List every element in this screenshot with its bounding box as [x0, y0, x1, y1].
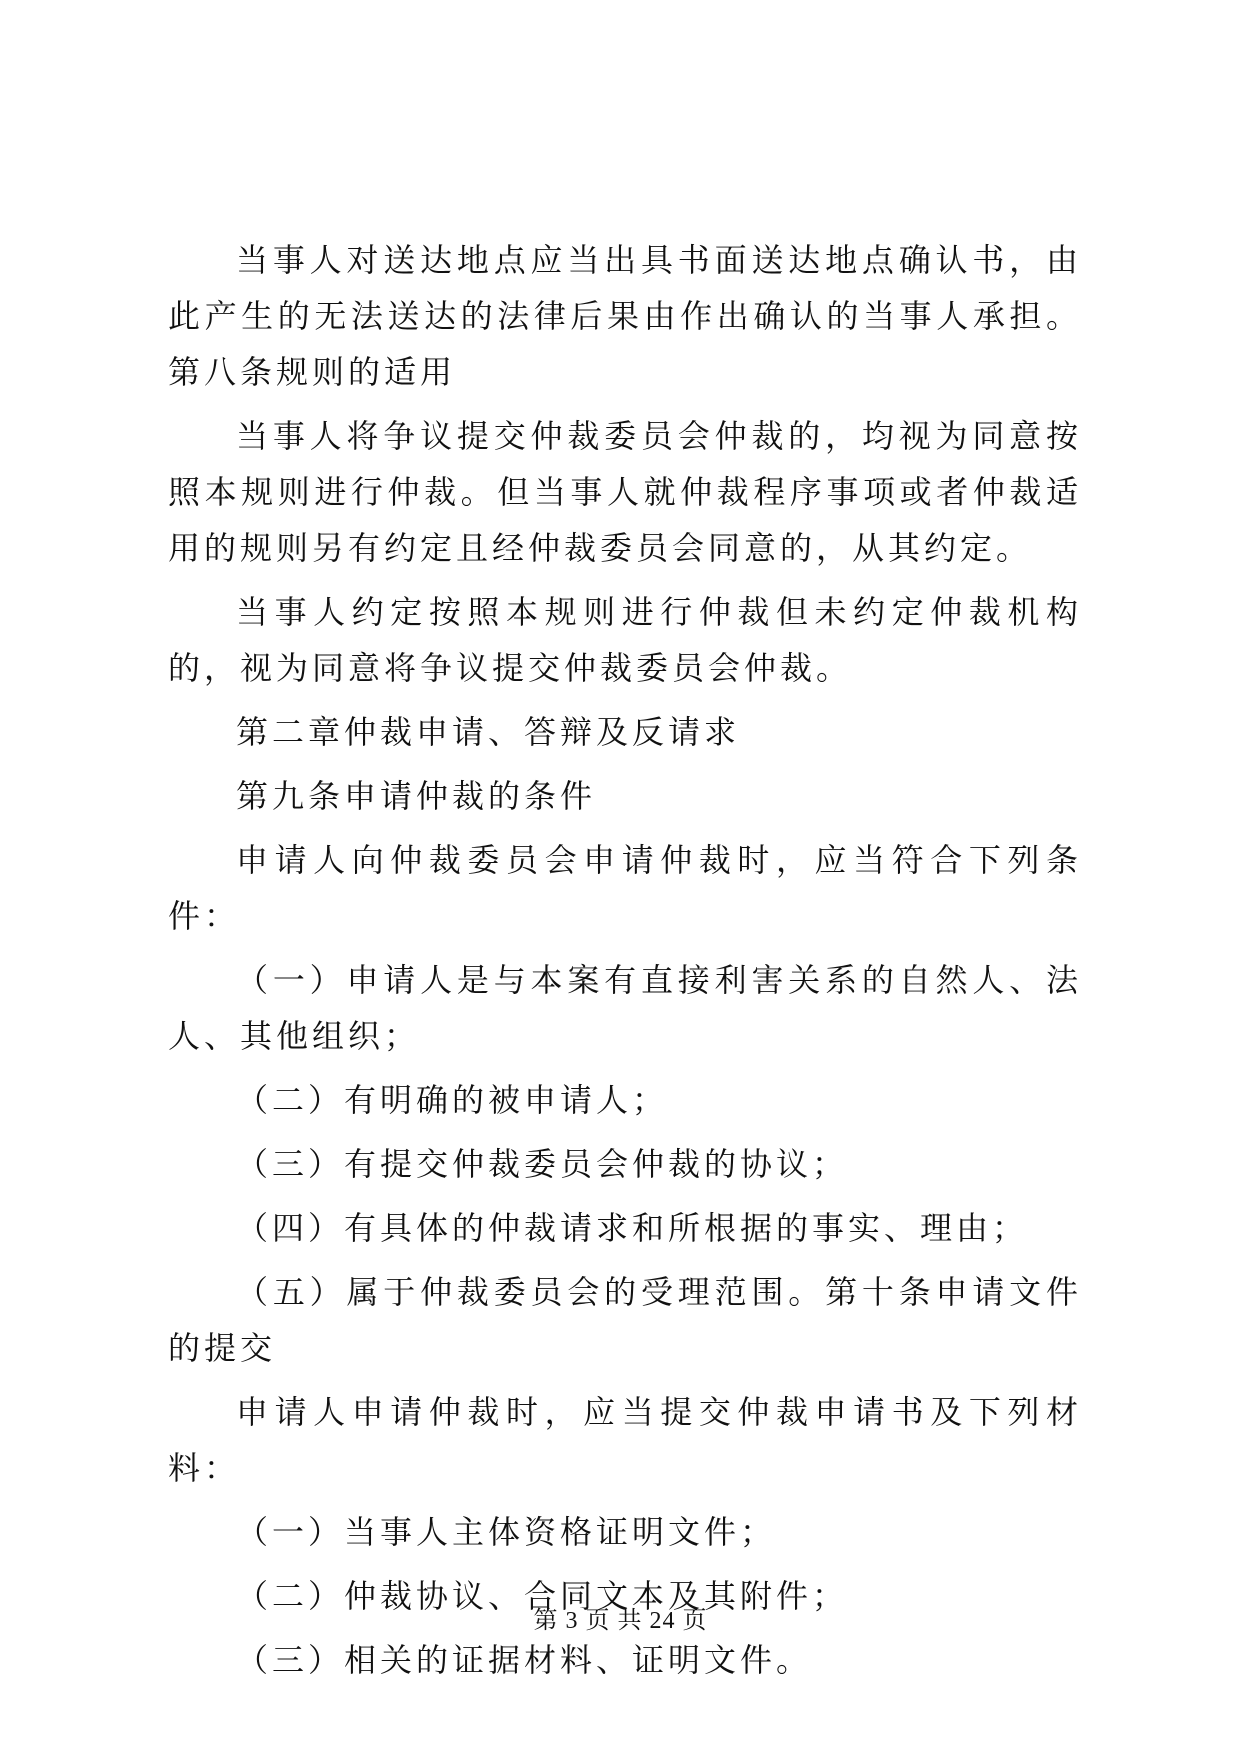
paragraph-agreed-rules: 当事人约定按照本规则进行仲裁但未约定仲裁机构的，视为同意将争议提交仲裁委员会仲裁。: [168, 593, 1082, 687]
article-nine-heading: 第九条申请仲裁的条件: [236, 777, 597, 815]
document-body: [168, 232, 1082, 1696]
list-item-document-1: （一）当事人主体资格证明文件；: [236, 1513, 777, 1551]
list-item-condition-2: （二）有明确的被申请人；: [236, 1081, 669, 1119]
paragraph-rules-applicability: 当事人将争议提交仲裁委员会仲裁的，均视为同意按照本规则进行仲裁。但当事人就仲裁程序事项或者仲裁适用的规则另有约定且经仲裁委员会同意的，从其约定。: [168, 417, 1082, 567]
list-item-document-2: （二）仲裁协议、合同文本及其附件；: [236, 1577, 849, 1615]
list-item-condition-3: （三）有提交仲裁委员会仲裁的协议；: [236, 1145, 849, 1183]
chapter-heading: 第二章仲裁申请、答辩及反请求: [236, 713, 741, 751]
paragraph-conditions-intro: 申请人向仲裁委员会申请仲裁时，应当符合下列条件：: [168, 841, 1082, 935]
list-item-condition-5: （五）属于仲裁委员会的受理范围。第十条申请文件的提交: [168, 1273, 1082, 1367]
page-number-footer: 第 3 页 共 24 页: [533, 1608, 708, 1634]
list-item-condition-4: （四）有具体的仲裁请求和所根据的事实、理由；: [236, 1209, 1029, 1247]
list-item-condition-1: （一）申请人是与本案有直接利害关系的自然人、法人、其他组织；: [168, 961, 1082, 1055]
list-item-document-3: （三）相关的证据材料、证明文件。: [236, 1641, 813, 1679]
paragraph-documents-intro: 申请人申请仲裁时，应当提交仲裁申请书及下列材料：: [168, 1393, 1082, 1487]
paragraph-delivery-confirmation: 当事人对送达地点应当出具书面送达地点确认书，由此产生的无法送达的法律后果由作出确认的当事人承担。第八条规则的适用: [168, 241, 1082, 391]
